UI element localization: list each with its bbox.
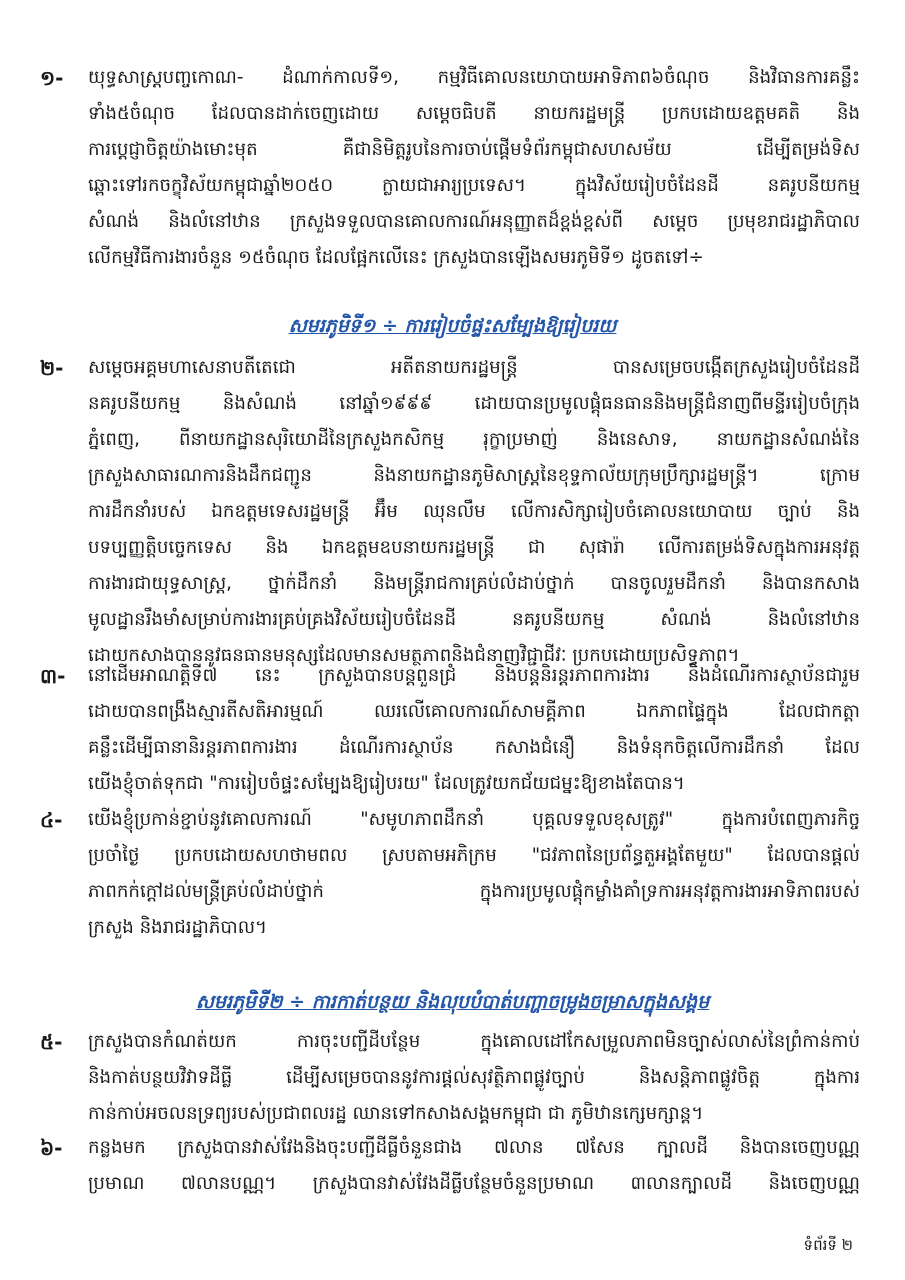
text-line: ការងារជាយុទ្ធសាស្ត្រ, ថ្នាក់ដឹកនាំ និងមន្ត្រីរាជការគ្រប់លំដាប់ថ្នាក់ បានចូលរួមដឹកនាំ និងបានកសាង [88, 573, 860, 594]
text-line: កាន់កាប់អចលនទ្រព្យរបស់ប្រជាពលរដ្ឋ ឈានទៅកសាងសង្គមកម្ពុជា ជា ភូមិឋានក្សេមក្សាន្ត។ [88, 1103, 704, 1124]
text-line: នៅដើមអាណត្តិទី៧ នេះ ក្រសួងបានបន្តពួនជ្រំ និងបន្តនិរន្តរភាពការងារ និងដំណើរការស្ថាប័នជារួម [88, 665, 860, 686]
text-line: សំណង់ និងលំនៅឋាន ក្រសួងទទួលបានគោលការណ៍អនុញ្ញាតដ៏ខ្ពង់ខ្ពស់ពី សម្តេច ប្រមុខរាជរដ្ឋាភិបាល [88, 211, 860, 232]
page-number: ទំព័រទី ២ [803, 1236, 853, 1254]
paragraph-number: ១- [40, 66, 64, 90]
section-heading-1: សមរភូមិទី១ ÷ ការរៀបចំផ្ទះសម្បែងឱ្យរៀបរយ [288, 315, 617, 337]
text-line: យុទ្ធសាស្ត្របញ្ចកោណ- ដំណាក់កាលទី១, កម្មវិធីគោលនយោបាយអាទិភាព៦ចំណុច និងវិធានការគន្លឹះ [88, 67, 860, 88]
paragraph-3 [40, 658, 860, 802]
text-line: ក្រសួងបានកំណត់យក ការចុះបញ្ជីដីបន្ថែម ក្នុងគោលដៅកែសម្រួលភាពមិនច្បាស់លាស់នៃព្រំកាន់កាប់ [88, 1031, 860, 1052]
text-line: ឆ្ពោះទៅរកចក្ខុវិស័យកម្ពុជាឆ្នាំ២០៥០ ក្លាយជាអារ្យប្រទេស។ ក្នុងវិស័យរៀបចំដែនដី នគរូបនីយកម្ម [88, 175, 860, 196]
text-line: ការប្តេជ្ញាចិត្តយ៉ាងមោះមុត គឺជានិមិត្តរូបនៃការចាប់ផ្តើមទំព័រកម្ពុជាសហសម័យ ដើម្បីតម្រង់ទិស [88, 139, 860, 160]
text-line: ដោយកសាងបាននូវធនធានមនុស្សដែលមានសមត្ថភាពនិងជំនាញវិជ្ជាជីវៈ ប្រកបដោយប្រសិទ្ធភាព។ [88, 645, 740, 666]
paragraph-6 [40, 1130, 860, 1202]
paragraph-body [88, 802, 860, 946]
section-heading-2: សមរភូមិទី២ ÷ ការកាត់បន្ថយ និងលុបបំបាត់បញ្ហាចម្រូងចម្រាសក្នុងសង្គម [195, 991, 710, 1013]
paragraph-body [88, 60, 860, 276]
text-line: ក្រសួង និងរាជរដ្ឋាភិបាល។ [88, 917, 268, 938]
text-line: យើងខ្ញុំចាត់ទុកជា "ការរៀបចំផ្ទះសម្បែងឱ្យរៀបរយ" ដែលត្រូវយកជ័យជម្នះឱ្យខាងតែបាន។ [88, 773, 685, 794]
paragraph-body [88, 658, 860, 802]
text-line: ប្រចាំថ្ងៃ ប្រកបដោយសហថាមពល ស្របតាមអភិក្រម "ជវភាពនៃប្រព័ន្ធតួអង្គតែមួយ" ដែលបានផ្តល់ [88, 845, 860, 866]
paragraph-2 [40, 350, 860, 674]
text-line: និងកាត់បន្ថយវិវាទដីធ្លី ដើម្បីសម្រេចបាននូវការផ្តល់សុវត្ថិភាពផ្លូវច្បាប់ និងសន្តិភាពផ្លូវចិត្ត ក្នុងការ [88, 1067, 860, 1088]
paragraph-4 [40, 802, 860, 946]
paragraph-number: ៤- [40, 808, 63, 832]
paragraph-number: ៣- [40, 664, 66, 688]
paragraph-body [88, 1024, 860, 1132]
text-line: គន្លឹះដើម្បីធានានិរន្តរភាពការងារ ដំណើរការស្ថាប័ន កសាងជំនឿ និងទំនុកចិត្តលើការដឹកនាំ ដែល [88, 737, 860, 758]
text-line: ភាពកក់ក្តៅដល់មន្ត្រីគ្រប់លំដាប់ថ្នាក់ ក្នុងការប្រមូលផ្តុំកម្លាំងគាំទ្រការអនុវត្តការងារអាទិភាពរបស់ [88, 881, 860, 902]
paragraph-number: ៦- [40, 1136, 63, 1160]
text-line: យើងខ្ញុំប្រកាន់ខ្ជាប់នូវគោលការណ៍ "សមូហភាពដឹកនាំ បុគ្គលទទួលខុសត្រូវ" ក្នុងការបំពេញភារកិច្ច [88, 809, 860, 830]
text-line: នគរូបនីយកម្ម និងសំណង់ នៅឆ្នាំ១៩៩៩ ដោយបានប្រមូលផ្តុំធនធាននិងមន្ត្រីជំនាញពីមន្ទីររៀបចំក្រុង [88, 393, 860, 414]
paragraph-number: ២- [40, 356, 64, 380]
paragraph-body [88, 350, 860, 674]
text-line: មូលដ្ឋានរឹងមាំសម្រាប់ការងារគ្រប់គ្រងវិស័យរៀបចំដែនដី នគរូបនីយកម្ម សំណង់ និងលំនៅឋាន [88, 609, 860, 630]
text-line: ប្រមាណ ៧លានបណ្ណ។ ក្រសួងបានវាស់វែងដីធ្លីបន្ថែមចំនួនប្រមាណ ៣លានក្បាលដី និងចេញបណ្ណ [88, 1173, 860, 1194]
text-line: បទប្បញ្ញត្តិបច្ចេកទេស និង ឯកឧត្តមឧបនាយករដ្ឋមន្ត្រី ជា សុផារ៉ា លើការតម្រង់ទិសក្នុងការអនុវត្ត [88, 537, 860, 558]
text-line: កន្លងមក ក្រសួងបានវាស់វែងនិងចុះបញ្ជីដីធ្លីចំនួនជាង ៧លាន ៧សែន ក្បាលដី និងបានចេញបណ្ណ [88, 1137, 860, 1158]
text-line: ដោយបានពង្រឹងស្មារតីសតិអារម្មណ៍ ឈរលើគោលការណ៍សាមគ្គីភាព ឯកភាពផ្ទៃក្នុង ដែលជាកត្តា [88, 701, 860, 722]
text-line: លើកម្មវិធីការងារចំនួន ១៥ចំណុច ដែលផ្អែកលើនេះ ក្រសួងបានឡើងសមរភូមិទី១ ដូចតទៅ÷ [88, 247, 704, 268]
text-line: សម្តេចអគ្គមហាសេនាបតីតេជោ អតីតនាយករដ្ឋមន្ត្រី បានសម្រេចបង្កើតក្រសួងរៀបចំដែនដី [88, 357, 860, 378]
paragraph-1 [40, 60, 860, 276]
text-line: ការដឹកនាំរបស់ ឯកឧត្តមទេសរដ្ឋមន្ត្រី អ៊ឹម ឈុនលឹម លើការសិក្សារៀបចំគោលនយោបាយ ច្បាប់ និង [88, 501, 860, 522]
text-line: ទាំង៥ចំណុច ដែលបានដាក់ចេញដោយ សម្តេចធិបតី នាយករដ្ឋមន្ត្រី ប្រកបដោយឧត្តមគតិ និង [88, 103, 860, 124]
text-line: ភ្នំពេញ, ពីនាយកដ្ឋានសុរិយោដីនៃក្រសួងកសិកម្ម រុក្ខាប្រមាញ់ និងនេសាទ, នាយកដ្ឋានសំណង់នៃ [88, 429, 860, 450]
paragraph-5 [40, 1024, 860, 1132]
paragraph-number: ៥- [40, 1030, 63, 1054]
paragraph-body [88, 1130, 860, 1202]
text-line: ក្រសួងសាធារណការនិងដឹកជញ្ជូន និងនាយកដ្ឋានភូមិសាស្ត្រនៃខុទ្ទកាល័យក្រុមប្រឹក្សារដ្ឋមន្ត្រី។ ក្រោម [88, 465, 860, 486]
